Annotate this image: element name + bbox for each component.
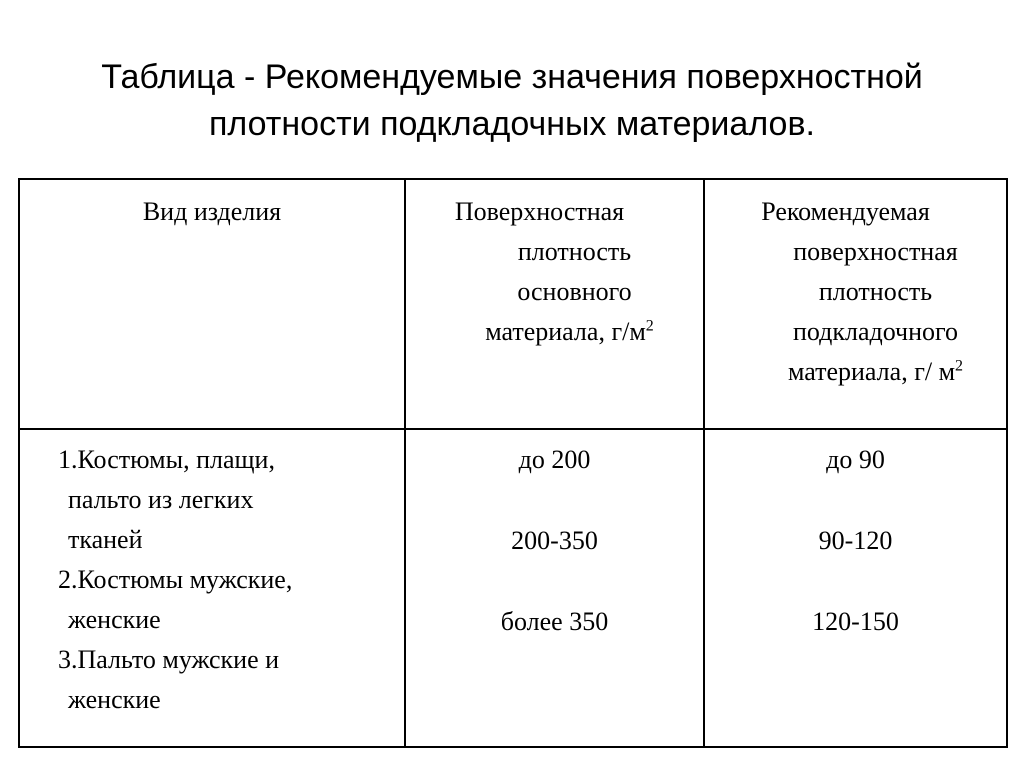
base-density-value-3: более 350 xyxy=(500,607,609,636)
base-density-value-2: 200-350 xyxy=(511,526,598,555)
header-lining-line-5 xyxy=(705,352,1006,392)
header-lining-line-2: поверхностная xyxy=(793,237,958,266)
header-base-line-1: Поверхностная xyxy=(454,197,625,226)
header-base-unit: материала, г/м xyxy=(485,317,646,346)
product-type-cell xyxy=(19,429,405,747)
header-base-line-3: основного xyxy=(517,277,632,306)
header-lining-density xyxy=(704,179,1007,429)
header-lining-unit: материала, г/ м xyxy=(787,357,956,386)
item-line-3: тканей xyxy=(68,525,143,554)
table-row xyxy=(19,429,1007,747)
lining-density-cell xyxy=(704,429,1007,747)
density-table-container xyxy=(18,178,1008,726)
base-density-cell xyxy=(405,429,704,747)
title-line-2: плотности подкладочных материалов. xyxy=(209,105,815,143)
header-lining-unit-sup: 2 xyxy=(955,357,964,375)
header-product-type xyxy=(19,179,405,429)
lining-density-value-1: до 90 xyxy=(826,445,885,474)
item-line-4: 2.Костюмы мужские, xyxy=(58,565,293,594)
item-line-6: 3.Пальто мужские и xyxy=(58,645,280,674)
lining-density-value-3: 120-150 xyxy=(812,607,899,636)
header-base-density xyxy=(405,179,704,429)
item-line-1: 1.Костюмы, плащи, xyxy=(58,445,275,474)
item-line-2: пальто из легких xyxy=(68,485,254,514)
title-line-1: Таблица - Рекомендуемые значения поверхностной xyxy=(101,58,923,96)
header-lining-line-1: Рекомендуемая xyxy=(761,197,930,226)
page-title xyxy=(0,54,1024,148)
header-base-unit-sup: 2 xyxy=(645,317,654,335)
header-product-type-text: Вид изделия xyxy=(142,197,282,226)
table-header-row xyxy=(19,179,1007,429)
header-lining-line-4: подкладочного xyxy=(792,317,959,346)
base-density-value-1: до 200 xyxy=(518,445,591,474)
density-table xyxy=(18,178,1008,748)
item-line-5: женские xyxy=(68,605,161,634)
lining-density-value-2: 90-120 xyxy=(818,526,893,555)
header-base-line-4 xyxy=(406,312,703,352)
header-lining-line-3: плотность xyxy=(818,277,933,306)
header-base-line-2: плотность xyxy=(517,237,632,266)
item-line-7: женские xyxy=(68,685,161,714)
